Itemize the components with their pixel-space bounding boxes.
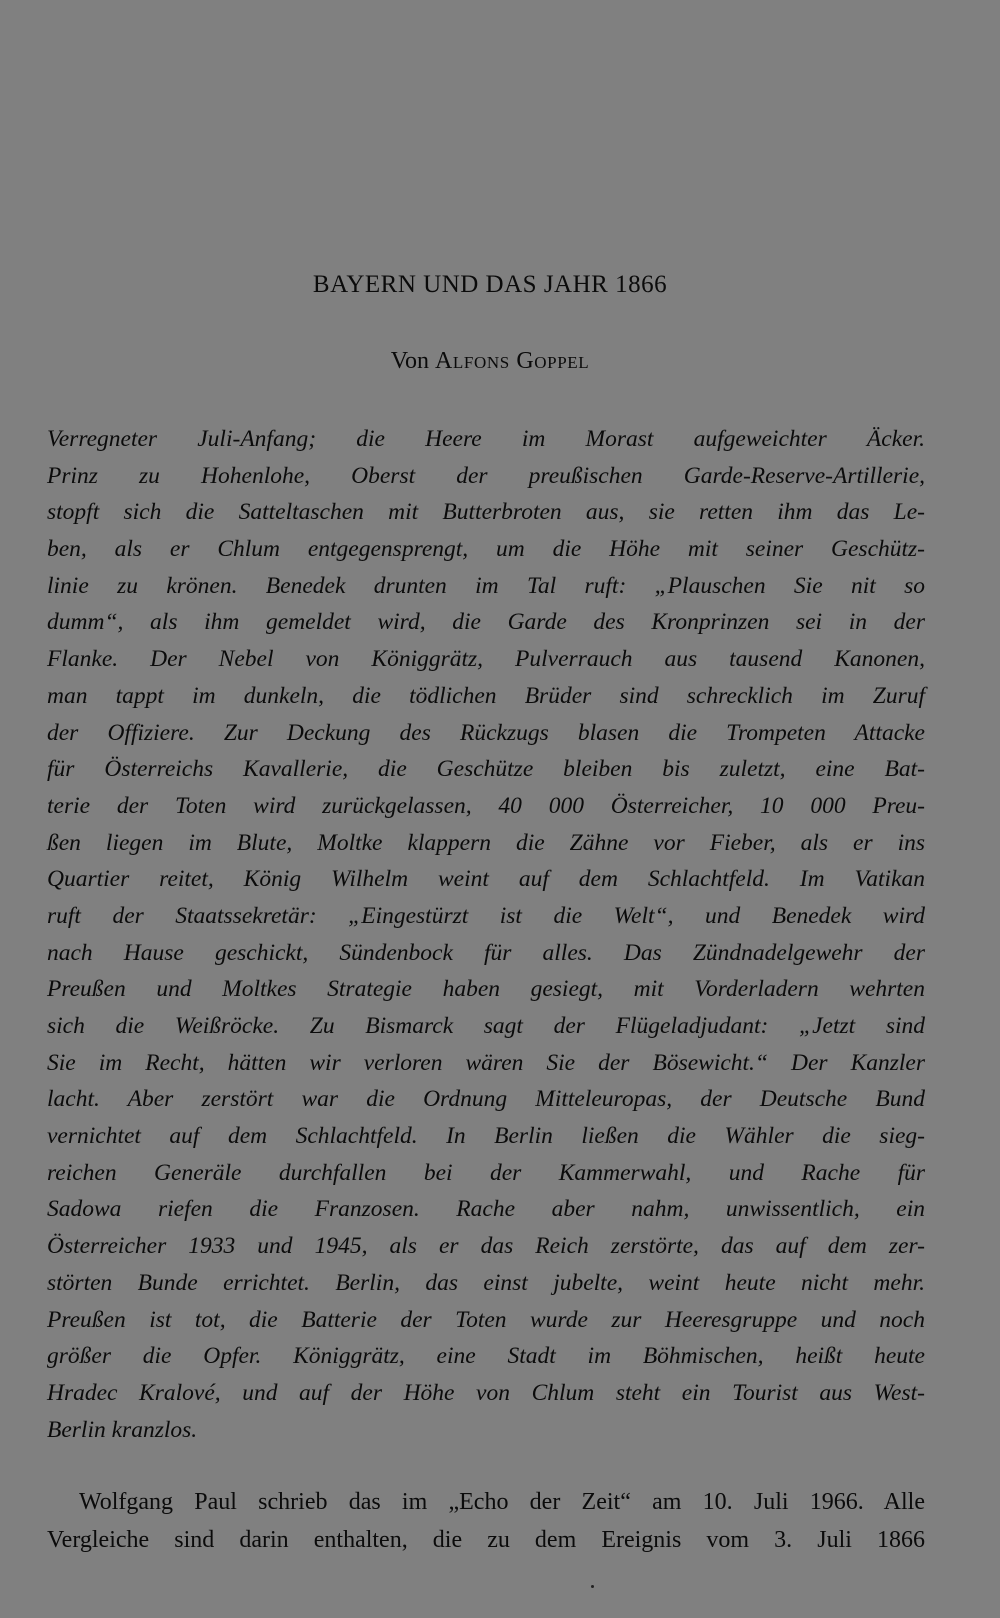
- italic-line: vernichtet auf dem Schlachtfeld. In Berlin ließen die Wähler die sieg-: [47, 1123, 925, 1150]
- italic-line: stopft sich die Satteltaschen mit Butterbroten aus, sie retten ihm das Le-: [47, 499, 925, 526]
- italic-line: Sie im Recht, hätten wir verloren wären Sie der Bösewicht.“ Der Kanzler: [47, 1049, 925, 1076]
- print-speck: [591, 1585, 594, 1588]
- italic-line: Quartier reitet, König Wilhelm weint auf dem Schlachtfeld. Im Vatikan: [47, 866, 925, 893]
- italic-line: Berlin kranzlos.: [47, 1416, 198, 1443]
- italic-line: ßen liegen im Blute, Moltke klappern die Zähne vor Fieber, als er ins: [47, 829, 925, 856]
- italic-line: Sadowa riefen die Franzosen. Rache aber nahm, unwissentlich, ein: [47, 1196, 925, 1223]
- page-title: BAYERN UND DAS JAHR 1866: [312, 271, 668, 298]
- italic-line: lacht. Aber zerstört war die Ordnung Mitteleuropas, der Deutsche Bund: [47, 1086, 925, 1113]
- italic-line: Hradec Kralové, und auf der Höhe von Chlum steht ein Tourist aus West-: [47, 1379, 925, 1406]
- body-paragraph: [47, 1483, 925, 1559]
- italic-line: Preußen ist tot, die Batterie der Toten wurde zur Heeresgruppe und noch: [47, 1306, 925, 1333]
- italic-line: linie zu krönen. Benedek drunten im Tal ruft: „Plauschen Sie nit so: [47, 572, 925, 599]
- italic-line: Prinz zu Hohenlohe, Oberst der preußischen Garde-Reserve-Artillerie,: [47, 462, 925, 489]
- body-line: Wolfgang Paul schrieb das im „Echo der Zeit“ am 10. Juli 1966. Alle: [79, 1489, 925, 1515]
- italic-line: Verregneter Juli-Anfang; die Heere im Morast aufgeweichter Äcker.: [47, 426, 925, 452]
- italic-line: der Offiziere. Zur Deckung des Rückzugs blasen die Trompeten Attacke: [47, 719, 925, 746]
- author-name: Alfons Goppel: [434, 348, 590, 374]
- quoted-italic-passage: [47, 421, 925, 1448]
- italic-line: größer die Opfer. Königgrätz, eine Stadt im Böhmischen, heißt heute: [47, 1343, 925, 1370]
- italic-line: Flanke. Der Nebel von Königgrätz, Pulverrauch aus tausend Kanonen,: [47, 646, 925, 673]
- italic-line: reichen Generäle durchfallen bei der Kammerwahl, und Rache für: [47, 1159, 925, 1186]
- body-line: Vergleiche sind darin enthalten, die zu dem Ereignis vom 3. Juli 1866: [47, 1527, 925, 1553]
- italic-line: Preußen und Moltkes Strategie haben gesiegt, mit Vorderladern wehrten: [47, 976, 925, 1003]
- italic-line: man tappt im dunkeln, die tödlichen Brüder sind schrecklich im Zuruf: [47, 682, 925, 709]
- italic-line: Österreicher 1933 und 1945, als er das Reich zerstörte, das auf dem zer-: [47, 1233, 925, 1260]
- italic-line: störten Bunde errichtet. Berlin, das einst jubelte, weint heute nicht mehr.: [47, 1269, 925, 1296]
- byline-prefix: Von: [390, 348, 429, 374]
- italic-line: dumm“, als ihm gemeldet wird, die Garde des Kronprinzen sei in der: [47, 609, 925, 636]
- author-byline: [0, 346, 980, 376]
- italic-line: ben, als er Chlum entgegensprengt, um die Höhe mit seiner Geschütz-: [47, 536, 925, 563]
- italic-line: nach Hause geschickt, Sündenbock für alles. Das Zündnadelgewehr der: [47, 939, 925, 966]
- italic-line: sich die Weißröcke. Zu Bismarck sagt der Flügeladjudant: „Jetzt sind: [47, 1013, 925, 1039]
- italic-line: für Österreichs Kavallerie, die Geschütze bleiben bis zuletzt, eine Bat-: [47, 756, 925, 783]
- italic-line: ruft der Staatssekretär: „Eingestürzt ist die Welt“, und Benedek wird: [47, 902, 925, 929]
- italic-line: terie der Toten wird zurückgelassen, 40 000 Österreicher, 10 000 Preu-: [47, 792, 925, 819]
